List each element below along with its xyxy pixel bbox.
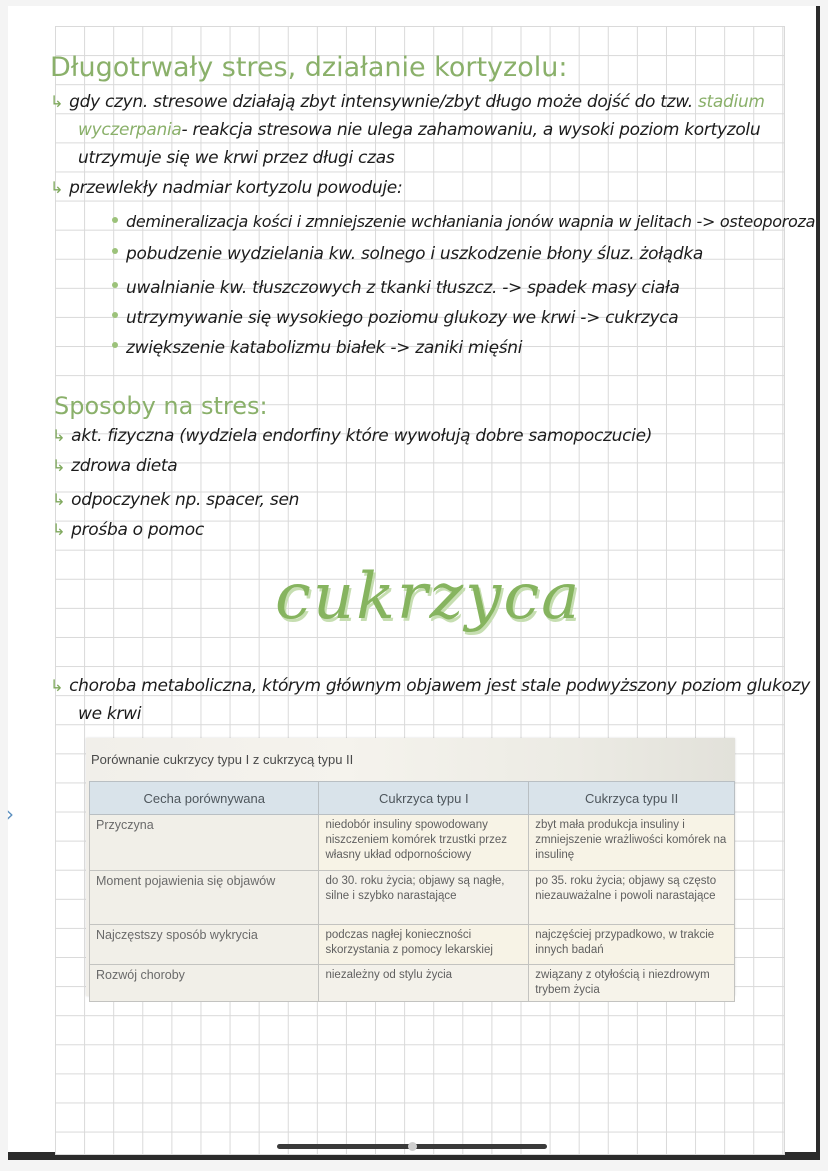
arrow-icon: ↳: [50, 92, 64, 111]
bullet-text: utrzymywanie się wysokiego poziomu glukozy we krwi -> cukrzyca: [126, 308, 679, 328]
cell-type-1: niezależny od stylu życia: [319, 965, 529, 1002]
bullet-text: zwiększenie katabolizmu białek -> zaniki mięśni: [126, 338, 523, 358]
table-row: [90, 925, 735, 965]
note-line: [78, 120, 760, 140]
definition-line: we krwi: [78, 704, 142, 724]
list-item-text: prośba o pomoc: [71, 520, 204, 540]
table-row: [90, 965, 735, 1002]
table-caption: Porównanie cukrzycy typu I z cukrzycą typu II: [91, 752, 354, 767]
bullet-item: [112, 308, 678, 328]
list-item: [52, 490, 299, 510]
bullet-item: [112, 338, 522, 358]
cell-type-2: zbyt mała produkcja insuliny i zmniejszenie wrażliwości komórek na insulinę: [529, 815, 735, 871]
note-line: [50, 92, 765, 112]
table-row: [90, 815, 735, 871]
header-feature: Cecha porównywana: [90, 782, 319, 815]
heading-long-term-stress: Długotrwały stres, działanie kortyzolu:: [50, 52, 568, 83]
bullet-icon: [112, 282, 118, 288]
cell-feature: Moment pojawienia się objawów: [90, 871, 319, 925]
heading-ways-to-cope: Sposoby na stres:: [54, 392, 268, 420]
highlight-term: wyczerpania: [78, 120, 182, 140]
highlight-term: stadium: [697, 92, 765, 112]
bullet-item: [112, 278, 680, 298]
definition-line: [50, 676, 810, 696]
list-item: [52, 520, 204, 540]
cell-type-1: podczas nagłej konieczności skorzystania z pomocy lekarskiej: [319, 925, 529, 965]
bullet-icon: [112, 217, 118, 223]
table-header-row: [90, 782, 735, 815]
bullet-icon: [112, 248, 118, 254]
arrow-icon: ↳: [50, 676, 64, 695]
bullet-text: pobudzenie wydzielania kw. solnego i uszkodzenie błony śluz. żołądka: [126, 244, 704, 264]
bullet-item: [112, 244, 703, 264]
bullet-item: [112, 212, 815, 231]
list-item: [52, 426, 652, 446]
arrow-icon: ↳: [50, 178, 64, 197]
table-row: [90, 871, 735, 925]
header-type-1: Cukrzyca typu I: [319, 782, 529, 815]
cell-feature: Najczęstszy sposób wykrycia: [90, 925, 319, 965]
cell-type-2: związany z otyłością i niezdrowym trybem życia: [529, 965, 735, 1002]
note-text: gdy czyn. stresowe działają zbyt intensywnie/zbyt długo może dojść do tzw.: [69, 92, 693, 112]
comparison-table-image: [86, 738, 735, 996]
cell-type-2: po 35. roku życia; objawy są często niezauważalne i powoli narastające: [529, 871, 735, 925]
note-line: [50, 178, 402, 198]
title-diabetes: cukrzyca: [275, 560, 582, 634]
chevron-right-icon[interactable]: ›: [6, 802, 14, 826]
list-item-text: zdrowa dieta: [71, 456, 178, 476]
bullet-icon: [112, 342, 118, 348]
definition-text: choroba metaboliczna, którym głównym objawem jest stale podwyższony poziom glukozy: [69, 676, 811, 696]
note-text: - reakcja stresowa nie ulega zahamowaniu, a wysoki poziom kortyzolu: [181, 120, 761, 140]
bullet-text: demineralizacja kości i zmniejszenie wchłaniania jonów wapnia w jelitach -> osteoporoza: [126, 212, 816, 231]
list-item: [52, 456, 177, 476]
bullet-text: uwalnianie kw. tłuszczowych z tkanki tłuszcz. -> spadek masy ciała: [126, 278, 680, 298]
arrow-icon: ↳: [52, 456, 66, 475]
arrow-icon: ↳: [52, 426, 66, 445]
note-text: przewlekły nadmiar kortyzolu powoduje:: [69, 178, 403, 198]
scroll-indicator-dot: [408, 1142, 417, 1151]
cell-type-2: najczęściej przypadkowo, w trakcie innych badań: [529, 925, 735, 965]
note-line: utrzymuje się we krwi przez długi czas: [78, 148, 395, 168]
bullet-icon: [112, 312, 118, 318]
cell-feature: Rozwój choroby: [90, 965, 319, 1002]
list-item-text: akt. fizyczna (wydziela endorfiny które wywołują dobre samopoczucie): [71, 426, 653, 446]
cell-feature: Przyczyna: [90, 815, 319, 871]
cell-type-1: niedobór insuliny spowodowany niszczeniem komórek trzustki przez własny układ odpornościowy: [319, 815, 529, 871]
header-type-2: Cukrzyca typu II: [529, 782, 735, 815]
arrow-icon: ↳: [52, 490, 66, 509]
list-item-text: odpoczynek np. spacer, sen: [71, 490, 300, 510]
comparison-table: [89, 781, 735, 1002]
arrow-icon: ↳: [52, 520, 66, 539]
cell-type-1: do 30. roku życia; objawy są nagłe, silne i szybko narastające: [319, 871, 529, 925]
